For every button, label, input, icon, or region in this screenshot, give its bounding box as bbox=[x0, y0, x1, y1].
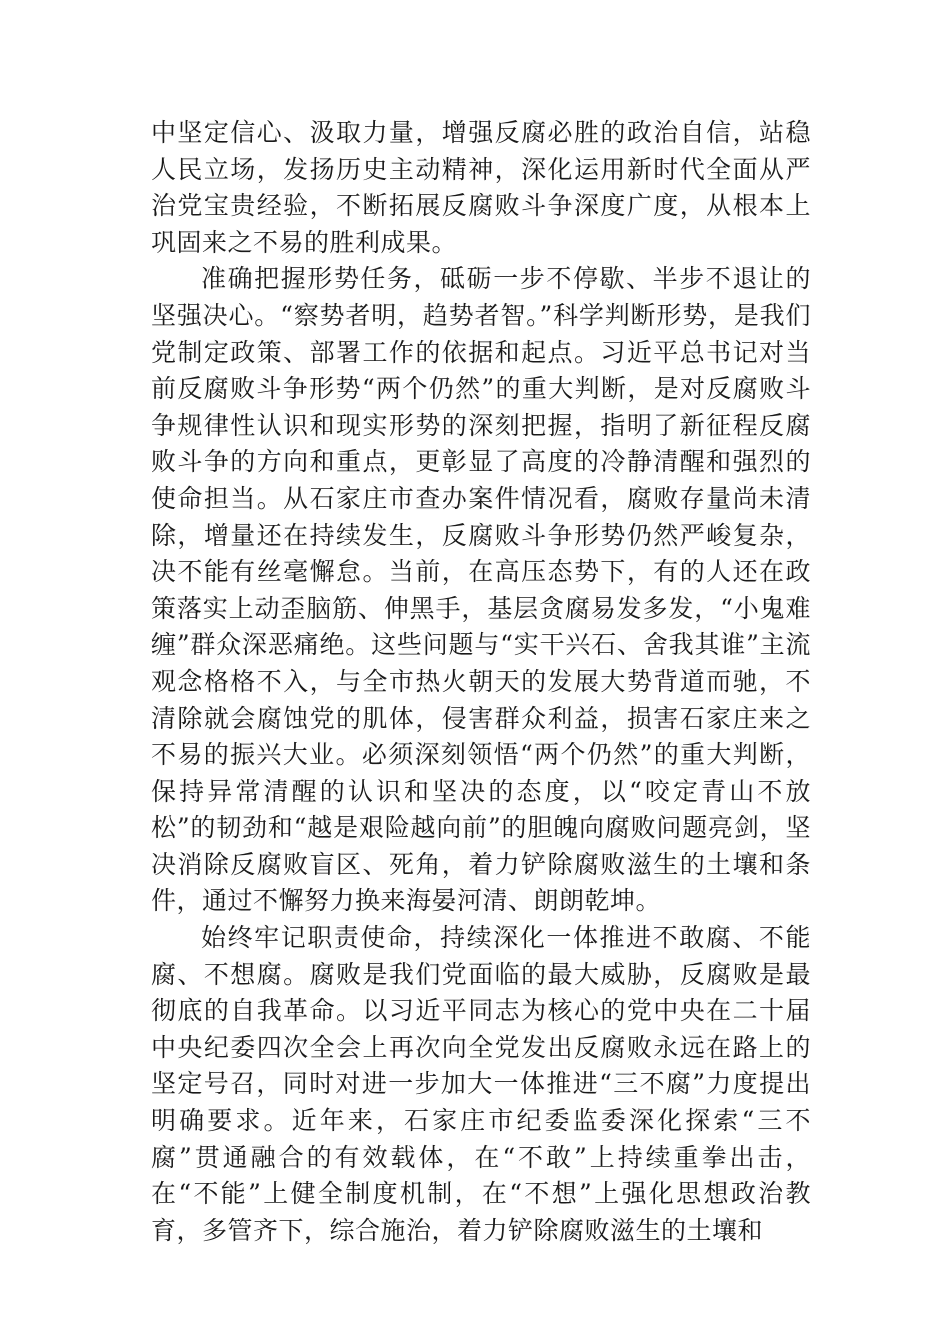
paragraph-situation-tasks: 准确把握形势任务，砥砺一步不停歇、半步不退让的坚强决心。“察势者明，趋势者智。”科学判断形势，是我们党制定政策、部署工作的依据和起点。习近平总书记对当前反腐败斗争形势“两个仍然”的重大判断，是对反腐败斗争规律性认识和现实形势的深刻把握，指明了新征程反腐败斗争的方向和重点，更彰显了高度的冷静清醒和强烈的使命担当。从石家庄市查办案件情况看，腐败存量尚未清除，增量还在持续发生，反腐败斗争形势仍然严峻复杂，决不能有丝毫懈怠。当前，在高压态势下，有的人还在政策落实上动歪脑筋、伸黑手，基层贪腐易发多发，“小鬼难缠”群众深恶痛绝。这些问题与“实干兴石、舍我其谁”主流观念格格不入，与全市热火朝天的发展大势背道而驰，不清除就会腐蚀党的肌体，侵害群众利益，损害石家庄来之不易的振兴大业。必须深刻领悟“两个仍然”的重大判断，保持异常清醒的认识和坚决的态度，以“咬定青山不放松”的韧劲和“越是艰险越向前”的胆魄向腐败问题亮剑，坚决消除反腐败盲区、死角，着力铲除腐败滋生的土壤和条件，通过不懈努力换来海晏河清、朗朗乾坤。 bbox=[151, 264, 811, 916]
article-body bbox=[151, 115, 811, 1249]
paragraph-duty-mission: 始终牢记职责使命，持续深化一体推进不敢腐、不能腐、不想腐。腐败是我们党面临的最大威胁，反腐败是最彻底的自我革命。以习近平同志为核心的党中央在二十届中央纪委四次全会上再次向全党发出反腐败永远在路上的坚定号召，同时对进一步加大一体推进“三不腐”力度提出明确要求。近年来，石家庄市纪委监委深化探索“三不腐”贯通融合的有效载体，在“不敢”上持续重拳出击，在“不能”上健全制度机制，在“不想”上强化思想政治教育，多管齐下，综合施治，着力铲除腐败滋生的土壤和 bbox=[151, 923, 811, 1245]
paragraph-continuation: 中坚定信心、汲取力量，增强反腐必胜的政治自信，站稳人民立场，发扬历史主动精神，深化运用新时代全面从严治党宝贵经验，不断拓展反腐败斗争深度广度，从根本上巩固来之不易的胜利成果。 bbox=[151, 118, 811, 257]
